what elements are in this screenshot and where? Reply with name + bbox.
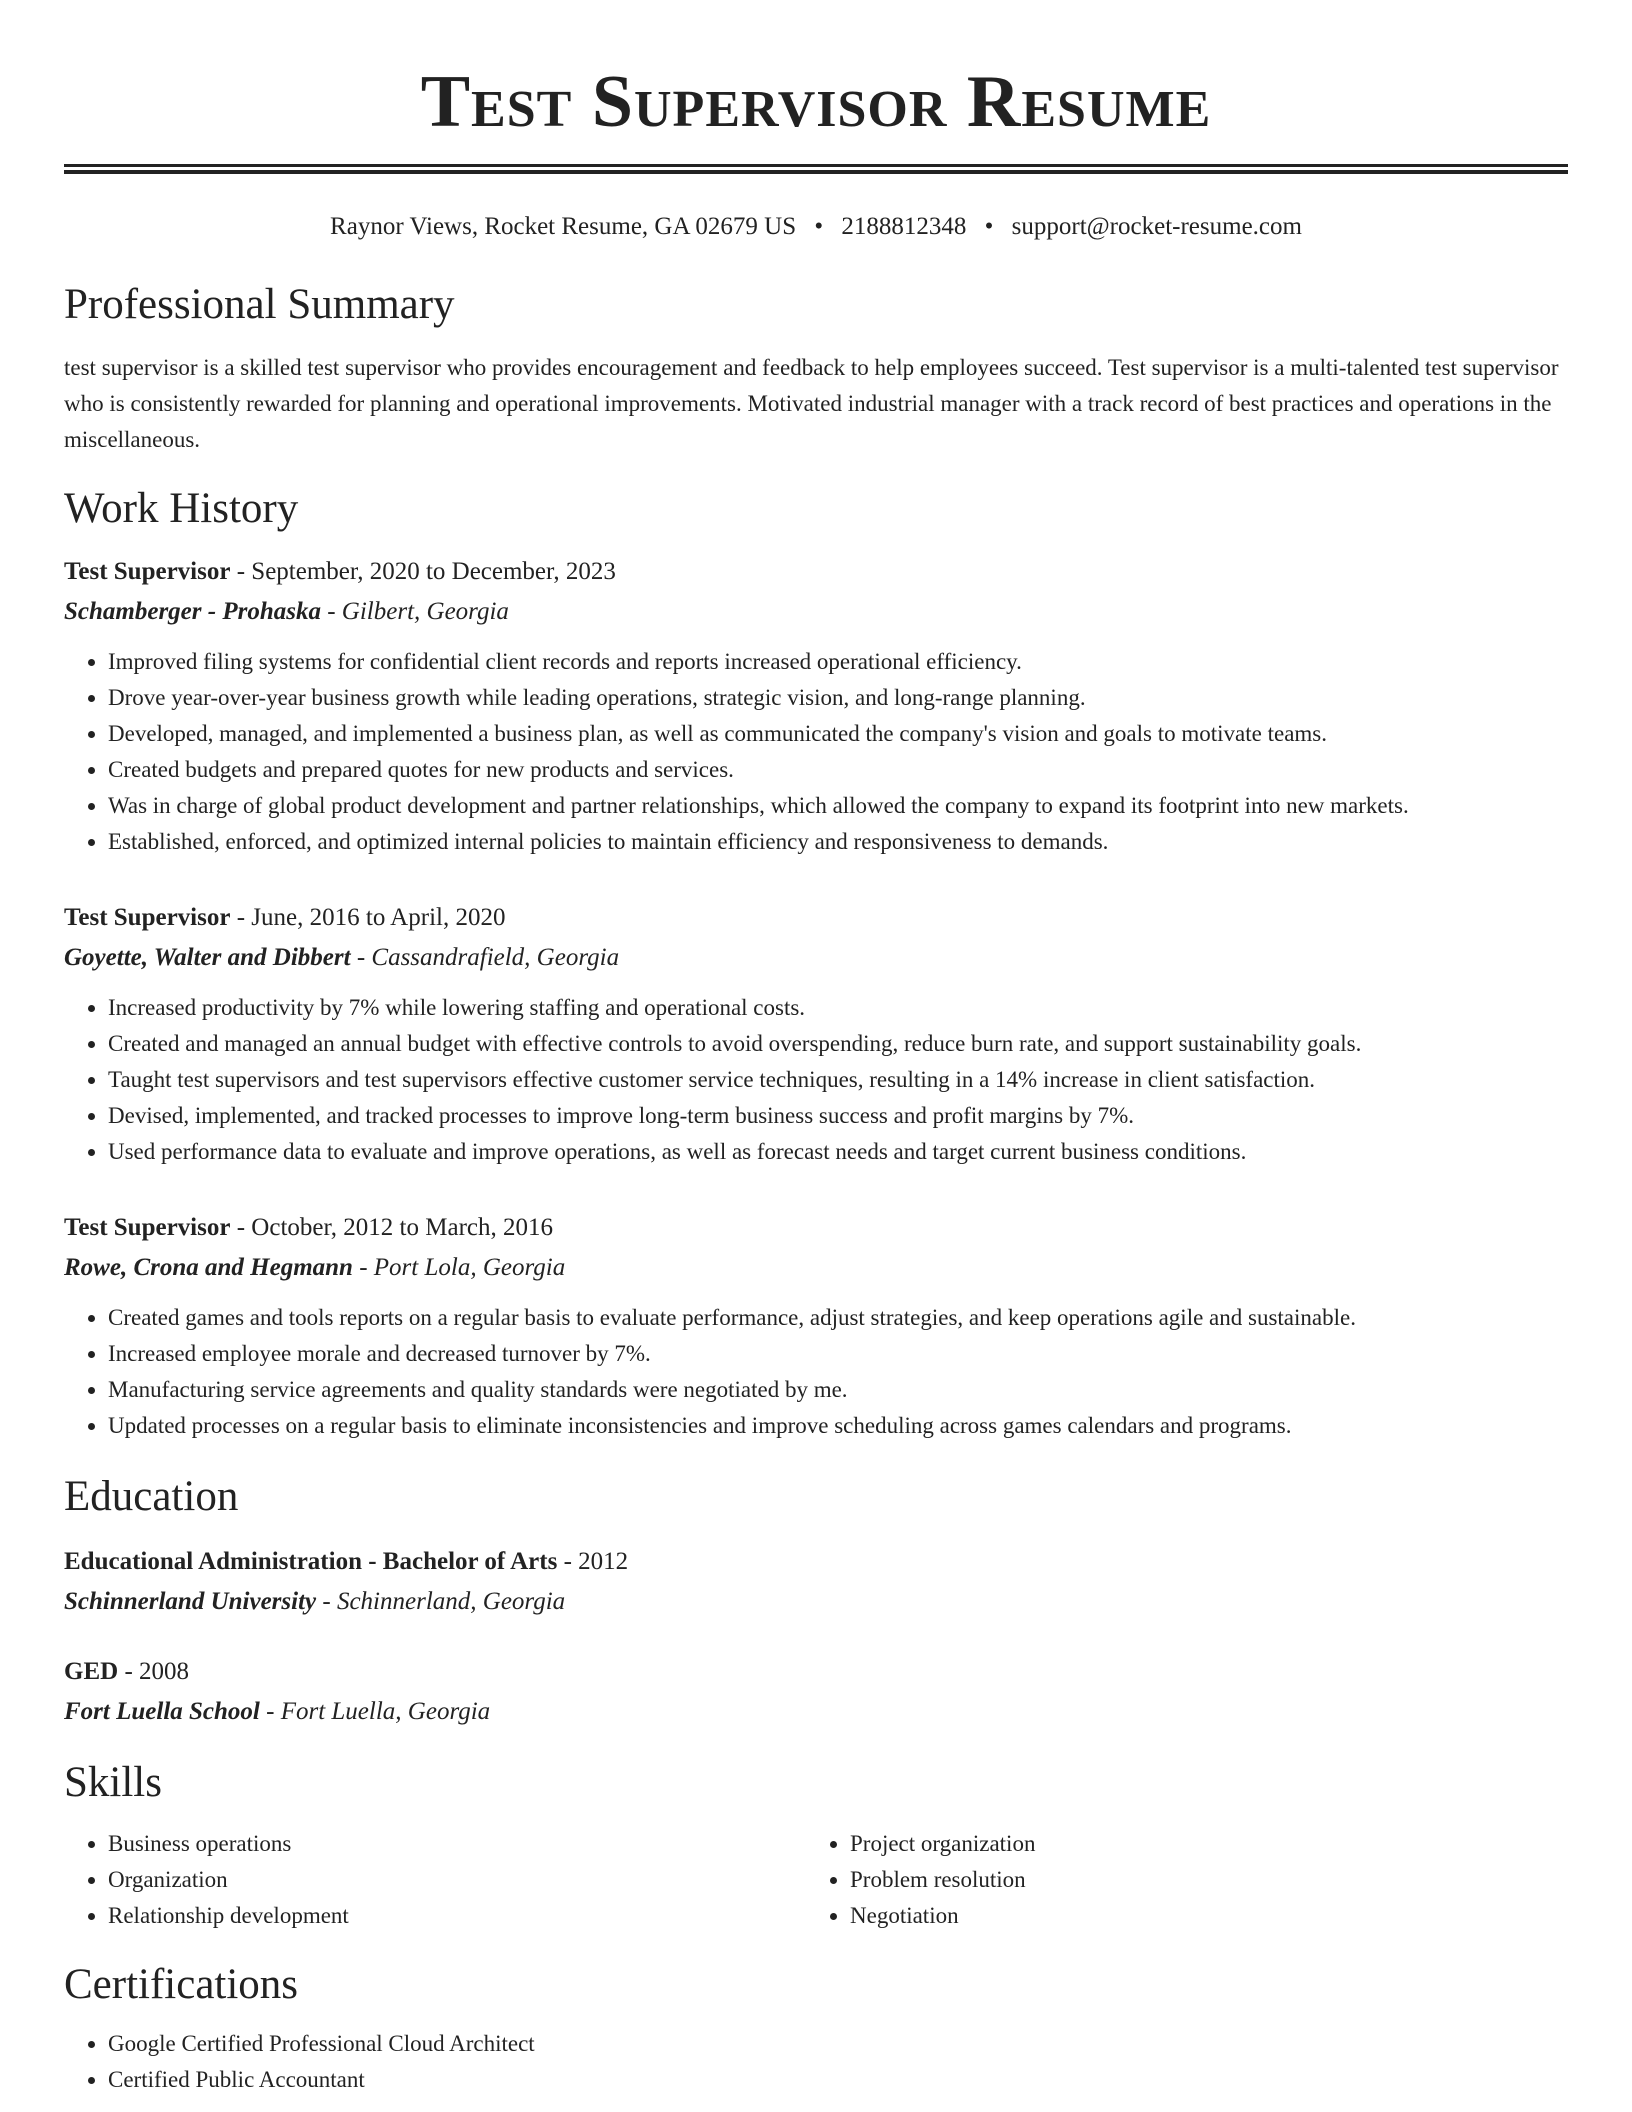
contact-separator: • — [814, 213, 824, 240]
contact-email: support@rocket-resume.com — [1011, 213, 1302, 240]
job-entry — [64, 552, 1568, 860]
resume-page — [64, 0, 1568, 2098]
job-bullets — [64, 644, 1568, 860]
job-bullet: • Updated processes on a regular basis to eliminate inconsistencies and improve scheduling across games calendars and programs. — [108, 1408, 1568, 1444]
job-title-line — [64, 898, 1568, 938]
job-location: - Cassandrafield, Georgia — [350, 944, 620, 971]
work-history-heading: Work History — [64, 485, 299, 532]
summary-section — [64, 280, 1568, 458]
education-location: - Fort Luella, Georgia — [259, 1698, 491, 1725]
job-title: Test Supervisor — [64, 1214, 231, 1241]
job-bullet: • Increased productivity by 7% while lowering staffing and operational costs. — [108, 990, 1568, 1026]
contact-line — [64, 212, 1568, 242]
job-company-line — [64, 938, 1568, 978]
job-company: Goyette, Walter and Dibbert — [64, 944, 351, 971]
job-dates: - October, 2012 to March, 2016 — [230, 1214, 554, 1241]
job-company-line — [64, 592, 1568, 632]
education-school-line — [64, 1582, 1568, 1622]
certifications-list — [64, 2026, 1568, 2098]
job-bullets — [64, 1300, 1568, 1444]
job-title: Test Supervisor — [64, 904, 231, 931]
summary-text: test supervisor is a skilled test supervisor who provides encouragement and feedback to help employees succeed. Test supervisor is a multi-talented test supervisor who is consistently rewarded for planning and operational improvements. Motivated industrial manager with a track record of best practices and operations in the miscellaneous. — [64, 355, 1559, 452]
skill-item: • Project organization — [850, 1826, 1548, 1862]
job-bullet: • Was in charge of global product development and partner relationships, which allowed the company to expand its footprint into new markets. — [108, 788, 1568, 824]
skills-list-left — [64, 1826, 806, 1934]
skill-item: • Problem resolution — [850, 1862, 1548, 1898]
job-bullets — [64, 990, 1568, 1170]
skill-item: • Business operations — [108, 1826, 806, 1862]
summary-heading: Professional Summary — [64, 281, 455, 328]
skills-section — [64, 1758, 1568, 1934]
education-degree-line — [64, 1652, 1568, 1692]
skill-item: • Negotiation — [850, 1898, 1548, 1934]
education-degree: Educational Administration - Bachelor of Arts — [64, 1548, 558, 1575]
contact-phone: 2188812348 — [841, 213, 967, 240]
certifications-heading: Certifications — [64, 1961, 299, 2008]
education-location: - Schinnerland, Georgia — [316, 1588, 566, 1615]
job-bullet: • Taught test supervisors and test supervisors effective customer service techniques, resulting in a 14% increase in client satisfaction. — [108, 1062, 1568, 1098]
education-school: Schinnerland University — [64, 1588, 317, 1615]
job-bullet: • Devised, implemented, and tracked processes to improve long-term business success and profit margins by 7%. — [108, 1098, 1568, 1134]
education-degree: GED — [64, 1658, 119, 1685]
education-year: - 2008 — [118, 1658, 190, 1685]
education-degree-line — [64, 1542, 1568, 1582]
certification-item: • Google Certified Professional Cloud Architect — [108, 2026, 1568, 2062]
job-bullet: • Manufacturing service agreements and quality standards were negotiated by me. — [108, 1372, 1568, 1408]
job-company: Schamberger - Prohaska — [64, 598, 321, 625]
education-school-line — [64, 1692, 1568, 1732]
work-history-section — [64, 484, 1568, 1444]
job-entry — [64, 898, 1568, 1170]
job-entry — [64, 1208, 1568, 1444]
job-bullet: • Improved filing systems for confidential client records and reports increased operational efficiency. — [108, 644, 1568, 680]
skills-columns — [64, 1826, 1568, 1934]
certifications-section — [64, 1960, 1568, 2098]
education-heading: Education — [64, 1473, 239, 1520]
page-title: Test Supervisor Resume — [420, 61, 1212, 143]
title-divider — [64, 164, 1568, 174]
job-bullet: • Used performance data to evaluate and improve operations, as well as forecast needs and target current business conditions. — [108, 1134, 1568, 1170]
contact-address: Raynor Views, Rocket Resume, GA 02679 US — [330, 213, 797, 240]
job-title: Test Supervisor — [64, 558, 231, 585]
education-entry — [64, 1652, 1568, 1732]
job-title-line — [64, 1208, 1568, 1248]
skill-item: • Relationship development — [108, 1898, 806, 1934]
job-dates: - September, 2020 to December, 2023 — [230, 558, 616, 585]
job-dates: - June, 2016 to April, 2020 — [230, 904, 506, 931]
skills-list-right — [806, 1826, 1548, 1934]
job-bullet: • Drove year-over-year business growth while leading operations, strategic vision, and long-range planning. — [108, 680, 1568, 716]
education-entry — [64, 1542, 1568, 1622]
education-section — [64, 1472, 1568, 1732]
education-year: - 2012 — [557, 1548, 629, 1575]
contact-separator: • — [984, 213, 994, 240]
job-bullet: • Created budgets and prepared quotes for new products and services. — [108, 752, 1568, 788]
job-location: - Gilbert, Georgia — [320, 598, 509, 625]
job-bullet: • Developed, managed, and implemented a business plan, as well as communicated the company's vision and goals to motivate teams. — [108, 716, 1568, 752]
job-bullet: • Created games and tools reports on a regular basis to evaluate performance, adjust strategies, and keep operations agile and sustainable. — [108, 1300, 1568, 1336]
skills-heading: Skills — [64, 1759, 162, 1806]
job-bullet: • Established, enforced, and optimized internal policies to maintain efficiency and responsiveness to demands. — [108, 824, 1568, 860]
skill-item: • Organization — [108, 1862, 806, 1898]
education-school: Fort Luella School — [64, 1698, 260, 1725]
job-bullet: • Increased employee morale and decreased turnover by 7%. — [108, 1336, 1568, 1372]
certification-item: • Certified Public Accountant — [108, 2062, 1568, 2098]
job-title-line — [64, 552, 1568, 592]
job-bullet: • Created and managed an annual budget with effective controls to avoid overspending, reduce burn rate, and support sustainability goals. — [108, 1026, 1568, 1062]
job-company-line — [64, 1248, 1568, 1288]
job-company: Rowe, Crona and Hegmann — [64, 1254, 353, 1281]
job-location: - Port Lola, Georgia — [352, 1254, 566, 1281]
